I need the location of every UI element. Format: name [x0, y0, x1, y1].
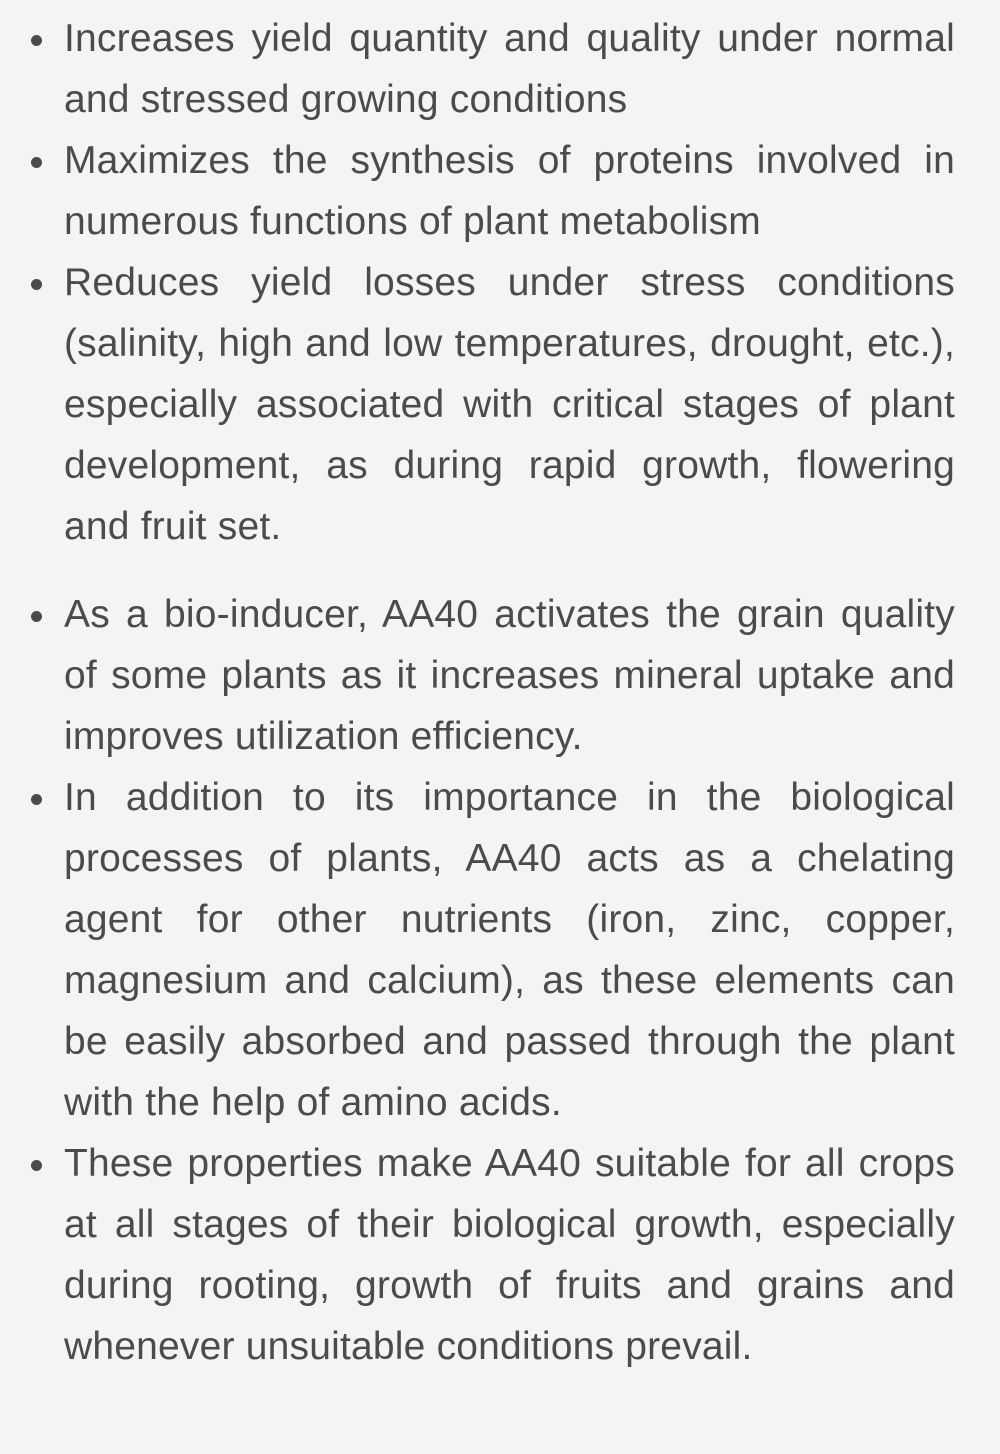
list-item: Increases yield quantity and quality under normal and stressed growing conditions: [64, 8, 955, 130]
benefits-list: [0, 8, 1000, 1377]
list-item: As a bio-inducer, AA40 activates the grain quality of some plants as it increases mineral uptake and improves utilization efficiency.: [64, 584, 955, 767]
list-item: In addition to its importance in the biological processes of plants, AA40 acts as a chelating agent for other nutrients (iron, zinc, copper, magnesium and calcium), as these elements can be easily absorbed and passed through the plant with the help of amino acids.: [64, 767, 955, 1133]
list-item: These properties make AA40 suitable for all crops at all stages of their biological growth, especially during rooting, growth of fruits and grains and whenever unsuitable conditions prevail.: [64, 1133, 955, 1377]
list-item: Reduces yield losses under stress conditions (salinity, high and low temperatures, drought, etc.), especially associated with critical stages of plant development, as during rapid growth, flowering and fruit set.: [64, 252, 955, 557]
list-item: Maximizes the synthesis of proteins involved in numerous functions of plant metabolism: [64, 130, 955, 252]
